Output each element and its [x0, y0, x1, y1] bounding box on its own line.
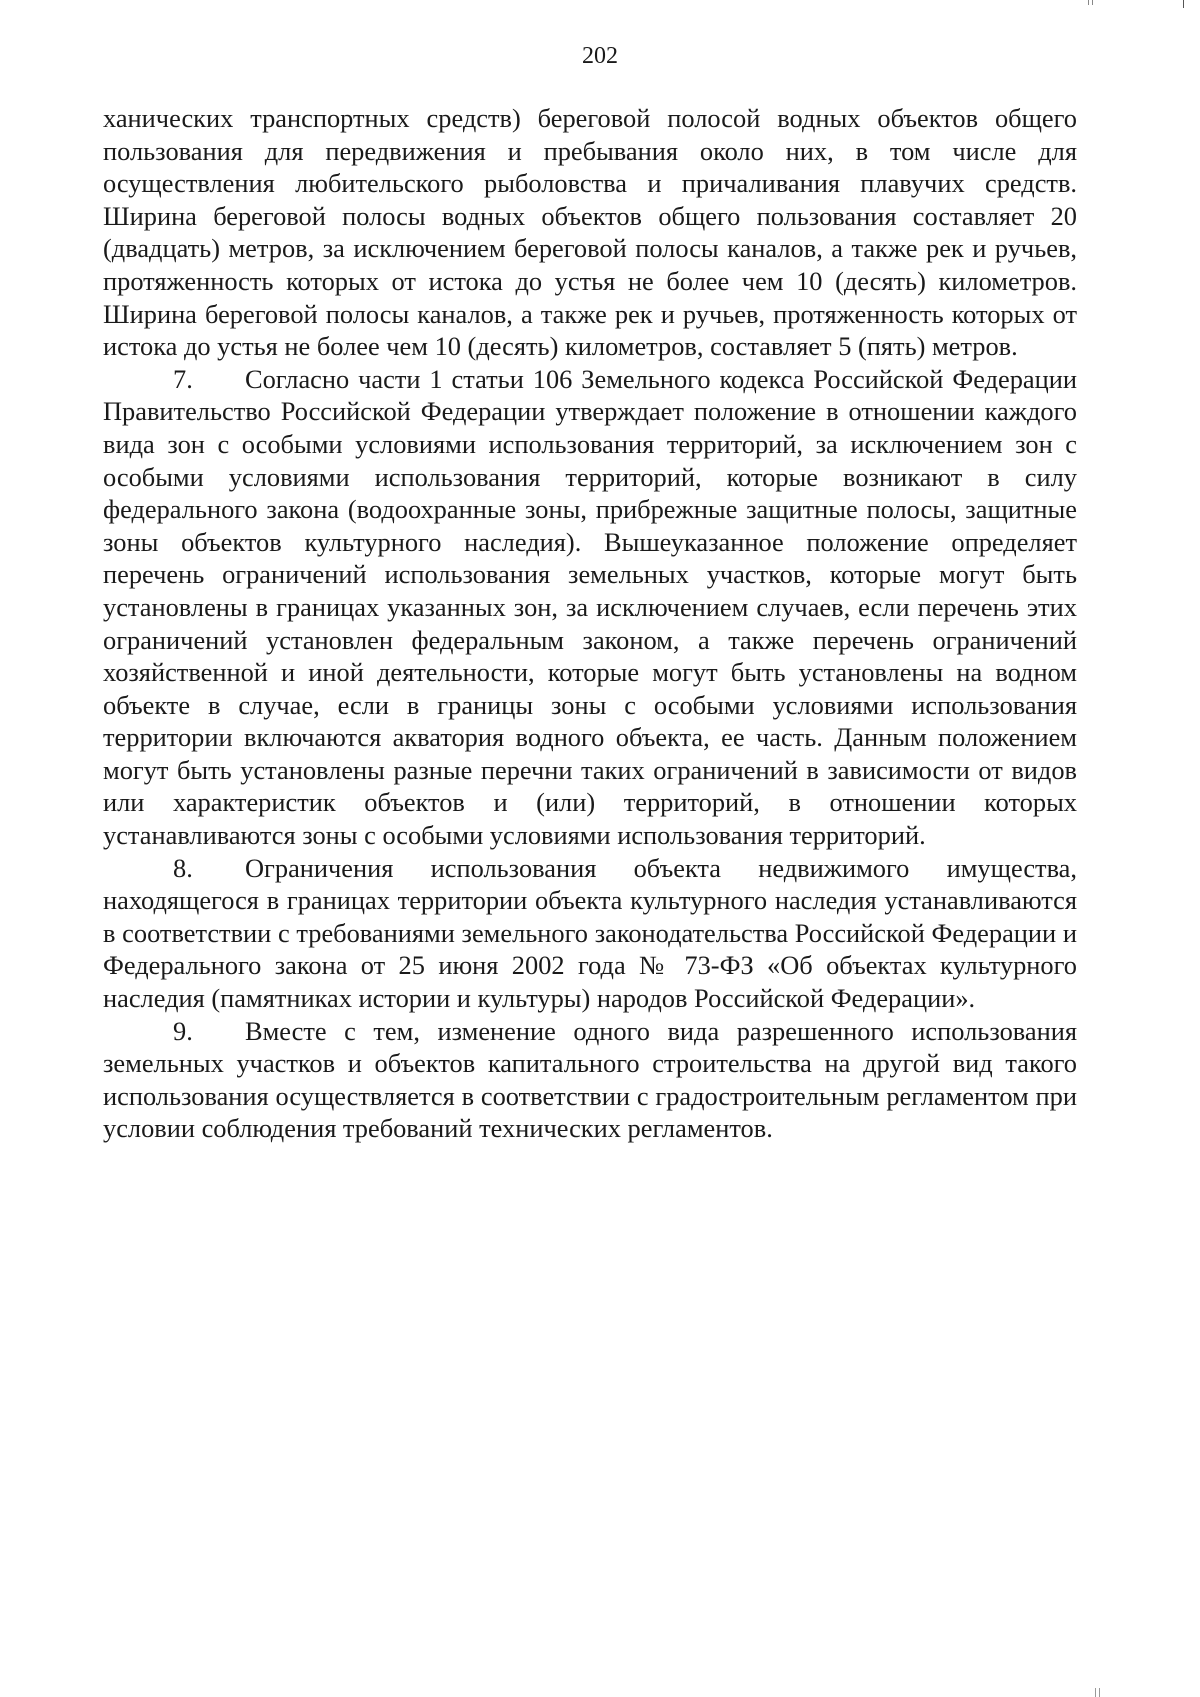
document-body	[103, 102, 1077, 1145]
page-number: 202	[582, 43, 618, 69]
scan-mark-top	[1092, 0, 1093, 5]
paragraph-number: 9.	[173, 1015, 193, 1046]
paragraph-text: Вместе с тем, изменение одного вида разрешенного использования земельных участков и объектов капитального строительства на другой вид такого использования осуществляется в соответствии с градостроительным регламентом при условии соблюдения требований технических регламентов.	[103, 1015, 1077, 1144]
paragraph-text: Согласно части 1 статьи 106 Земельного кодекса Российской Федерации Правительство Российской Федерации утверждает положение в отношении каждого вида зон с особыми условиями использования территорий, за исключением зон с особыми условиями использования территорий, которые возникают в силу федерального закона (водоохранные зоны, прибрежные защитные полосы, защитные зоны объектов культурного наследия). Вышеуказанное положение определяет перечень ограничений использования земельных участков, которые могут быть установлены в границах указанных зон, за исключением случаев, если перечень этих ограничений установлен федеральным законом, а также перечень ограничений хозяйственной и иной деятельности, которые могут быть установлены на водном объекте в случае, если в границы зоны с особыми условиями использования территории включаются акватория водного объекта, ее часть. Данным положением могут быть установлены разные перечни таких ограничений в зависимости от видов или характеристик объектов и (или) территорий, в отношении которых устанавливаются зоны с особыми условиями использования территорий.	[103, 363, 1077, 851]
scan-mark-bottom	[1099, 1688, 1100, 1697]
scan-mark-top	[1088, 0, 1089, 5]
paragraph-text: Ограничения использования объекта недвижимого имущества, находящегося в границах территории объекта культурного наследия устанавливаются в соответствии с требованиями земельного законодательства Российской Федерации и Федерального закона от 25 июня 2002 года № 73-ФЗ «Об объектах культурного наследия (памятниках истории и культуры) народов Российской Федерации».	[103, 852, 1077, 1014]
paragraph-8	[103, 852, 1077, 1015]
paragraph-9	[103, 1015, 1077, 1145]
scan-mark-top-right	[1183, 0, 1184, 8]
paragraph-number: 8.	[173, 852, 193, 883]
paragraph-number: 7.	[173, 363, 193, 394]
paragraph-7	[103, 363, 1077, 852]
scan-mark-bottom	[1095, 1688, 1096, 1697]
lead-paragraph: ханических транспортных средств) береговой полосой водных объектов общего пользования для передвижения и пребывания около них, в том числе для осуществления любительского рыболовства и причаливания плавучих средств. Ширина береговой полосы водных объектов общего пользования составляет 20 (двадцать) метров, за исключением береговой полосы каналов, а также рек и ручьев, протяженность которых от истока до устья не более чем 10 (десять) километров. Ширина береговой полосы каналов, а также рек и ручьев, протяженность которых от истока до устья не более чем 10 (десять) километров, составляет 5 (пять) метров.	[103, 103, 1077, 362]
